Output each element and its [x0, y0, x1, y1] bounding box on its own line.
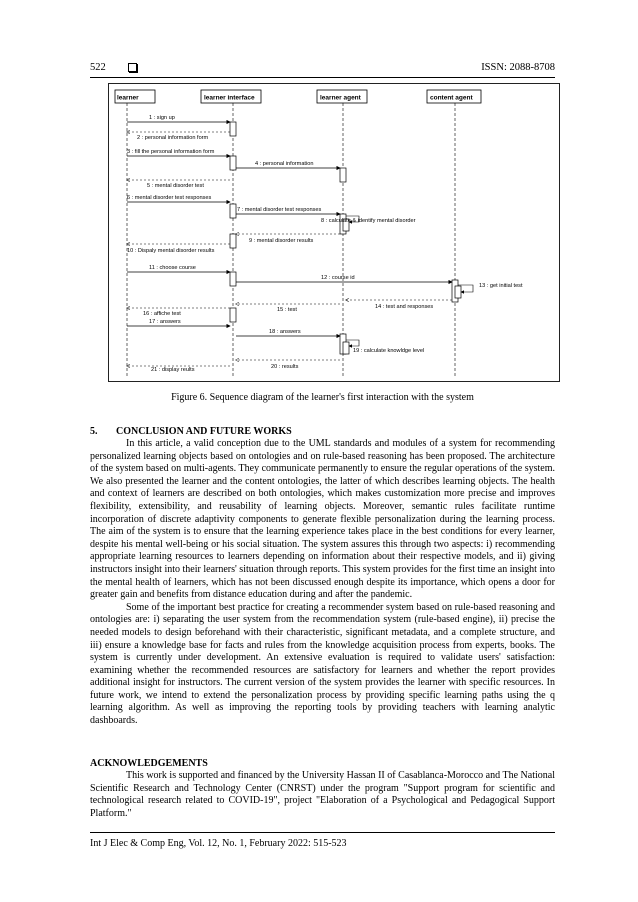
section-heading	[90, 426, 555, 437]
message-label: 6 : mental disorder test responses	[127, 195, 212, 201]
square-bullet-icon	[128, 63, 137, 72]
lifeline-label: learner agent	[320, 94, 361, 102]
message-label: 8 : calculate & identify mental disorder	[321, 218, 416, 224]
conclusion-text	[90, 438, 555, 728]
footer-rule	[90, 832, 555, 833]
message-label: 20 : results	[271, 364, 299, 370]
message-label: 2 : personal information form	[137, 135, 209, 141]
section-title: CONCLUSION AND FUTURE WORKS	[116, 426, 292, 437]
message-label: 15 : test	[277, 307, 297, 313]
message-label: 16 : affiche test	[143, 311, 181, 317]
acknowledgements-heading: ACKNOWLEDGEMENTS	[90, 758, 208, 769]
figure-caption: Figure 6. Sequence diagram of the learner's first interaction with the system	[171, 392, 474, 403]
lifeline-learner	[115, 90, 155, 378]
message-label: 21 : display reults	[151, 367, 195, 373]
lifeline-label: learner interface	[204, 94, 255, 102]
message-label: 5 : mental disorder test	[147, 183, 204, 189]
message-label: 7 : mental disorder test responses	[237, 207, 322, 213]
message-label: 17 : answers	[149, 319, 181, 325]
footer-citation: Int J Elec & Comp Eng, Vol. 12, No. 1, February 2022: 515-523	[90, 838, 347, 849]
message-label: 19 : calculate knowldge level	[353, 348, 425, 354]
paragraph: This work is supported and financed by the University Hassan II of Casablanca-Morocco and The National Scientific Research and Technology Center (CNRST) under the program "Support program for scientific and technological research related to COVID-19", project "Elaboration of a Psychological and Pedagogical Support Platform."	[90, 770, 555, 819]
sequence-diagram	[109, 84, 559, 381]
message-label: 10 : Dispaly mental disorder results	[127, 248, 215, 254]
paragraph: In this article, a valid conception due to the UML standards and modules of a system for recommending personalized learning objects based on ontologies and on rule-based reasoning has been proposed. The architecture of the system based on multi-agents. They communicate permanently to ensure the regular operations of the system. We also presented the learner and the content ontologies, the latter of which describes learning objects. The health and context of learners are described on both ontologies, which makes customization more precise and improves flexibility, extensibility, and reusability of learning objects. Moreover, semantic rules facilitate runtime incorporation of discrete adaptivity components to generate flexible personalization during the learning process. The aim of the system is to ensure that the learning experience takes place in the best conditions for every learner, despite his mental well-being or his social situation. The system assures this through two aspects: i) recommending appropriate learning resources to learners depending on information about their respective models, and ii) giving instructors insight into their learners' situation through reports. This system provides for the first time an insight into the mental health of learners, which has not been discussed enough despite its importance, which opens a door for greater gain and benefits from distance education during and after the pandemic.	[90, 438, 555, 601]
acknowledgements-text	[90, 770, 555, 820]
page-number: 522	[90, 62, 106, 73]
message-label: 13 : get initial test	[479, 283, 523, 289]
message-label: 14 : test and responses	[375, 304, 434, 310]
message-label: 12 : course id	[321, 275, 355, 281]
section-number: 5.	[90, 426, 98, 437]
message-label: 11 : choose course	[149, 265, 196, 271]
paragraph: Some of the important best practice for creating a recommender system based on rule-based reasoning and ontologies are: i) separating the user system from the recommendation system (rule-based engine), ii) precise the needed models to design beforehand with their characteristic, significant metadata, and a complete structure, and iii) ensure a knowledge base for facts and rules from the knowledge acquisition process from experts, books. The system is currently under development. An extensive evaluation is required to validate users' satisfaction: examining whether the recommended resources are satisfactory for learners and whether the report provides additional insight for instructors. The current version of the system provides the learner with specific resources. In future work, we intend to extend the personalization process by providing specific learning paths using the q learning algorithm. As well as improving the reporting tools by providing teachers with learning analytic dashboards.	[90, 601, 555, 727]
message-label: 3 : fill the personal information form	[127, 149, 215, 155]
figure-frame	[108, 83, 560, 382]
header-rule	[90, 77, 555, 78]
message-label: 4 : personal information	[255, 161, 314, 167]
issn: ISSN: 2088-8708	[481, 62, 555, 73]
message-label: 9 : mental disorder results	[249, 238, 314, 244]
message-label: 1 : sign up	[149, 115, 175, 121]
lifeline-label: content agent	[430, 94, 473, 102]
message-label: 18 : answers	[269, 329, 301, 335]
lifeline-content-agent	[427, 90, 481, 378]
lifeline-label: learner	[117, 94, 139, 102]
